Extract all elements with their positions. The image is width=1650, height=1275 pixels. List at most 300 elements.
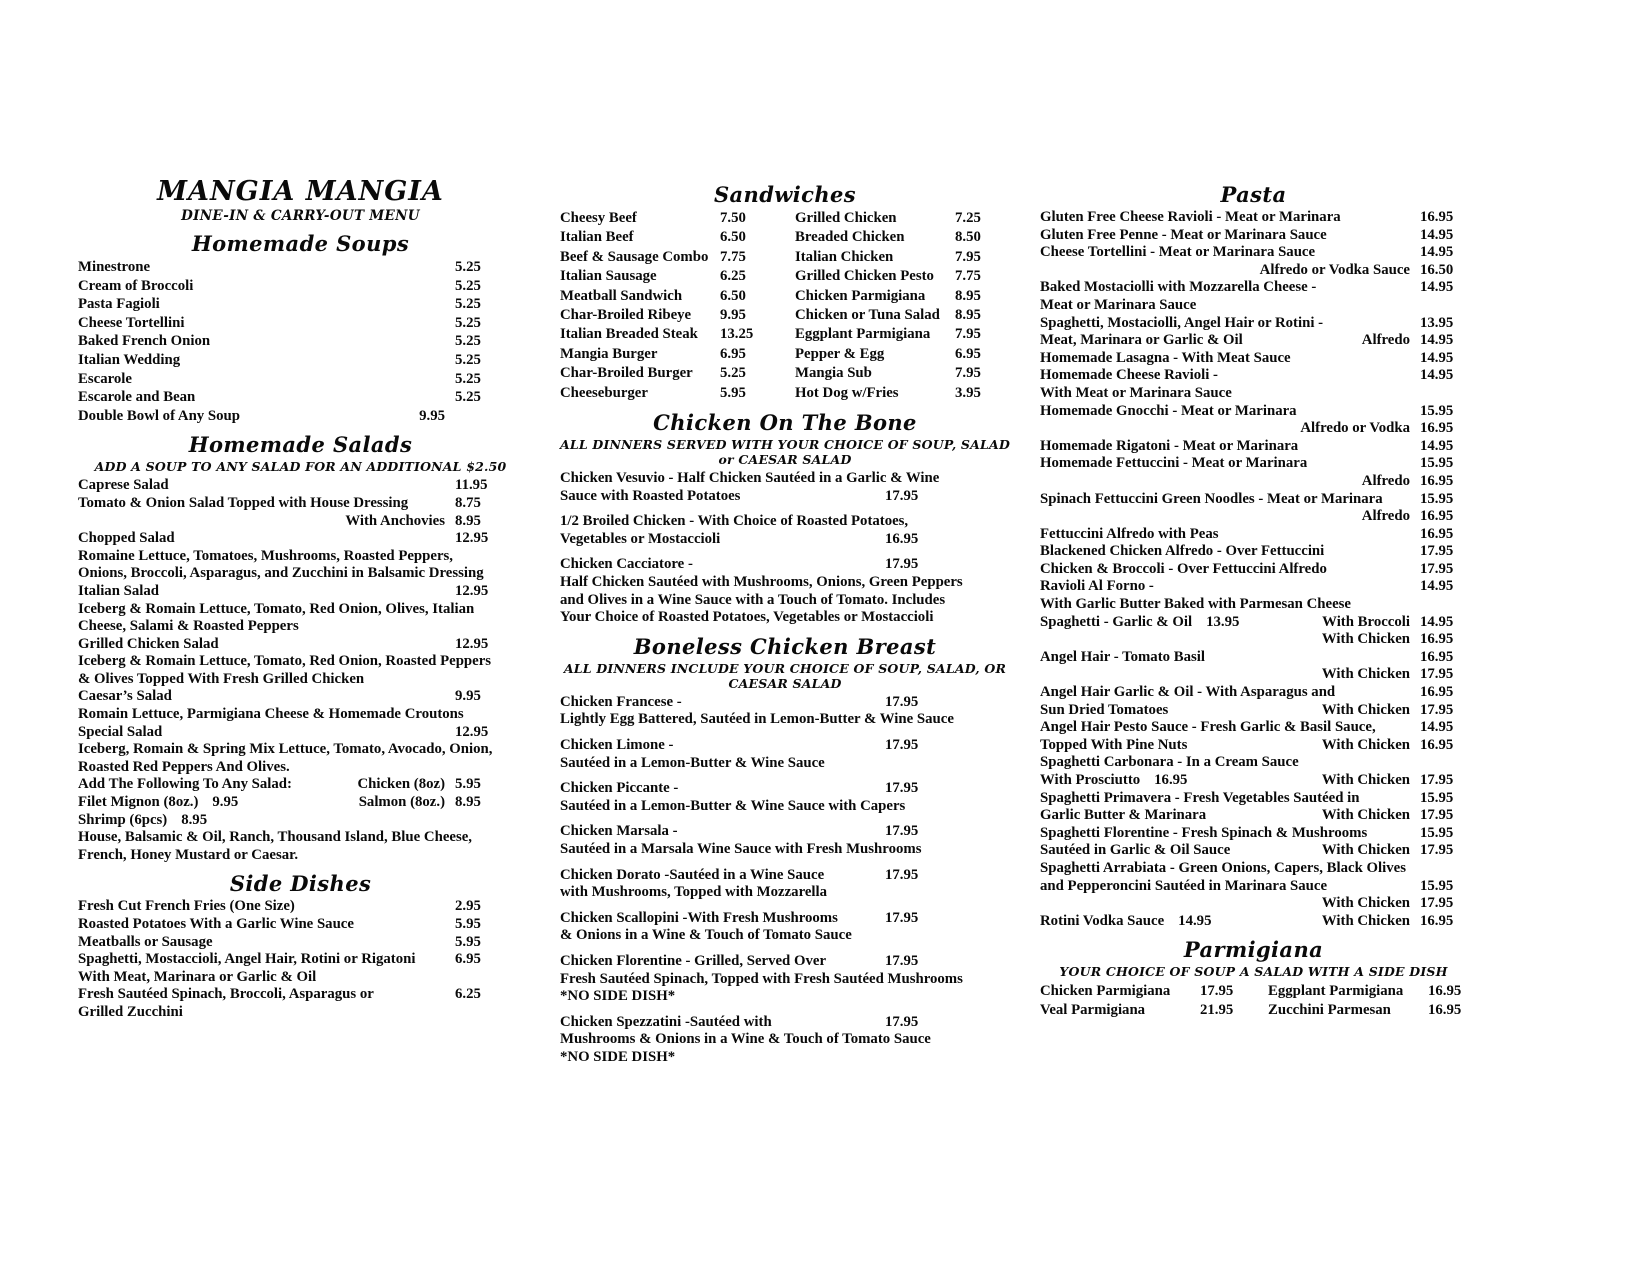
menu-line — [78, 969, 523, 987]
item-price: 5.95 — [455, 776, 481, 793]
item-price: 14.95 — [1420, 349, 1454, 366]
menu-line — [78, 1004, 523, 1022]
salads-list — [78, 477, 523, 864]
item-text: Spaghetti Carbonara - In a Cream Sauce — [1040, 754, 1299, 771]
menu-line — [1040, 508, 1467, 526]
item-price: 11.95 — [455, 477, 488, 494]
menu-line — [78, 332, 523, 351]
item-text: Mushrooms & Onions in a Wine & Touch of Tomato Sauce — [560, 1031, 931, 1048]
item-price: 6.25 — [720, 268, 746, 285]
menu-line — [1040, 332, 1467, 350]
item-price: 17.95 — [1420, 772, 1454, 788]
menu-line — [1040, 649, 1467, 667]
item-text: Homemade Fettuccini - Meat or Marinara — [1040, 455, 1308, 472]
menu-line — [1040, 262, 1467, 280]
item-mid-label: Alfredo — [1361, 472, 1410, 489]
item-price: 17.95 — [1420, 543, 1454, 560]
item-text: Homemade Lasagna - With Meat Sauce — [1040, 349, 1291, 366]
menu-line — [1040, 350, 1467, 368]
item-text: Iceberg & Romain Lettuce, Tomato, Red Onion, Roasted Peppers — [78, 653, 492, 670]
side-dishes-list — [78, 898, 523, 1021]
sandwich-item — [795, 345, 1010, 364]
item-price: 8.95 — [455, 794, 481, 811]
item-price: 16.95 — [1420, 420, 1454, 437]
menu-line — [78, 671, 523, 689]
item-text: Italian Sausage — [560, 268, 657, 285]
item-text: Chicken Florentine - Grilled, Served Over — [560, 952, 827, 969]
menu-line — [78, 916, 523, 934]
middle-column — [560, 176, 1010, 1067]
item-text: Baked Mostaciolli with Mozzarella Cheese - — [1040, 279, 1317, 296]
item-price: 15.95 — [1420, 789, 1454, 806]
pasta-list — [1040, 209, 1467, 930]
sandwich-item — [795, 209, 1010, 228]
item-price: 16.95 — [1420, 736, 1454, 753]
item-text: Sun Dried Tomatoes — [1040, 701, 1169, 718]
menu-line — [1040, 631, 1467, 649]
item-text: Chicken Limone - — [560, 737, 674, 753]
menu-line — [1040, 684, 1467, 702]
menu-line — [78, 277, 523, 296]
item-price: 16.95 — [1428, 983, 1462, 1000]
item-mid-label: With Chicken — [1321, 842, 1410, 859]
sandwich-item — [795, 306, 1010, 325]
sandwich-item — [560, 364, 795, 383]
item-price: 8.50 — [955, 229, 981, 246]
salads-note: ADD A SOUP TO ANY SALAD FOR AN ADDITIONAL $2.50 — [94, 459, 507, 475]
menu-line — [78, 583, 523, 601]
sandwich-subcol-2 — [795, 209, 1010, 403]
item-price: 2.95 — [455, 898, 481, 915]
section-heading-sandwiches: Sandwiches — [713, 182, 857, 207]
item-price: 17.95 — [885, 866, 919, 883]
item-text: Garlic Butter & Marinara — [1040, 807, 1207, 824]
menu-line — [78, 530, 523, 548]
menu-line — [78, 370, 523, 389]
menu-line — [78, 794, 523, 812]
item-price: 8.95 — [955, 307, 981, 324]
item-price: 17.95 — [1420, 807, 1454, 824]
item-price: 14.95 — [1420, 332, 1454, 349]
item-text: Fresh Cut French Fries (One Size) — [78, 898, 295, 915]
item-mid-label: With Chicken — [1321, 807, 1410, 824]
parmigiana-item — [1040, 982, 1268, 1001]
menu-line — [1040, 543, 1467, 561]
section-heading-side-dishes: Side Dishes — [229, 871, 372, 897]
item-text: Meatballs or Sausage — [78, 933, 213, 950]
item-text: Onions, Broccoli, Asparagus, and Zucchini in Balsamic Dressing — [78, 565, 484, 582]
item-text: Hot Dog w/Fries — [795, 384, 899, 401]
item-text: Pasta Fagioli — [78, 296, 160, 313]
item-text: Gluten Free Cheese Ravioli - Meat or Marinara — [1040, 209, 1341, 225]
item-text: Spaghetti, Mostaccioli, Angel Hair, Rotini or Rigatoni — [78, 951, 416, 968]
item-price: 6.25 — [455, 986, 481, 1003]
menu-line — [1040, 279, 1467, 297]
item-text: with Mushrooms, Topped with Mozzarella — [560, 884, 828, 901]
sandwich-grid — [560, 209, 1010, 403]
item-text: Char-Broiled Ribeye — [560, 307, 692, 324]
menu-line — [1040, 367, 1467, 385]
item-text: Romaine Lettuce, Tomatoes, Mushrooms, Roasted Peppers, — [78, 547, 453, 564]
menu-line — [1040, 842, 1467, 860]
menu-line — [78, 636, 523, 654]
item-price: 16.95 — [1420, 648, 1454, 665]
menu-line — [1040, 297, 1467, 315]
item-text: Angel Hair - Tomato Basil — [1040, 648, 1205, 665]
menu-line — [78, 513, 523, 531]
item-price: 5.25 — [720, 365, 746, 382]
item-text: Chicken Marsala - — [560, 823, 678, 840]
menu-line — [560, 867, 1010, 885]
menu-line — [560, 694, 1010, 712]
menu-line — [78, 565, 523, 583]
menu-line — [560, 711, 1010, 729]
menu-line — [560, 470, 1010, 488]
item-price: 6.50 — [720, 229, 746, 246]
left-column — [78, 176, 523, 1022]
item-price: 5.95 — [455, 916, 481, 932]
item-text: Breaded Chicken — [795, 229, 905, 246]
menu-line — [1040, 702, 1467, 720]
menu-line — [560, 798, 1010, 816]
item-mid-label: With Chicken — [1321, 666, 1410, 683]
menu-line — [78, 351, 523, 370]
sandwich-item — [795, 384, 1010, 403]
item-price: 17.95 — [885, 780, 919, 797]
item-price: 14.95 — [1420, 437, 1454, 454]
menu-line — [78, 548, 523, 566]
item-mid-label: Alfredo — [1361, 508, 1410, 525]
menu-line — [560, 971, 1010, 989]
item-text: Chicken Vesuvio - Half Chicken Sautéed in a Garlic & Wine — [560, 470, 940, 487]
sandwich-item — [560, 248, 795, 267]
menu-line — [78, 776, 523, 794]
item-price: 17.95 — [885, 487, 919, 504]
menu-line — [560, 592, 1010, 610]
item-text: Ravioli Al Forno - — [1040, 578, 1154, 595]
menu-line — [560, 755, 1010, 773]
item-price: 9.95 — [455, 688, 481, 705]
sandwich-item — [560, 384, 795, 403]
item-text: Italian Beef — [560, 229, 634, 246]
item-text: Pepper & Egg — [795, 345, 885, 362]
section-heading-soups: Homemade Soups — [191, 231, 410, 256]
item-mid-label: With Chicken — [1321, 701, 1410, 718]
item-price: 7.95 — [955, 248, 981, 265]
item-text: Cheese, Salami & Roasted Peppers — [78, 618, 299, 635]
item-text: Topped With Pine Nuts — [1040, 736, 1188, 753]
menu-line — [560, 609, 1010, 627]
item-mid-label: Alfredo or Vodka Sauce — [1259, 261, 1410, 278]
item-text: and Pepperoncini Sautéed in Marinara Sauce — [1040, 877, 1328, 894]
item-inline-price: 14.95 — [1178, 912, 1212, 929]
right-column — [1040, 176, 1467, 1020]
item-mid-label: With Chicken — [1321, 912, 1410, 929]
menu-line — [560, 737, 1010, 755]
menu-line — [1040, 526, 1467, 544]
item-price: 17.95 — [885, 823, 919, 840]
section-heading-parmigiana: Parmigiana — [1183, 937, 1324, 963]
item-text: Roasted Red Peppers And Olives. — [78, 758, 290, 775]
item-inline-price: 16.95 — [1154, 772, 1188, 788]
item-text: Tomato & Onion Salad Topped with House Dressing — [78, 494, 409, 511]
item-price: 6.50 — [720, 287, 746, 304]
item-text: Escarole — [78, 370, 132, 387]
item-text: Spaghetti, Mostaciolli, Angel Hair or Rotini - — [1040, 314, 1324, 331]
menu-line — [560, 841, 1010, 859]
item-text: Angel Hair Pesto Sauce - Fresh Garlic & Basil Sauce, — [1040, 719, 1376, 736]
item-text: Caesar’s Salad — [78, 688, 172, 705]
item-text: Cream of Broccoli — [78, 277, 194, 294]
item-text: Rotini Vodka Sauce — [1040, 912, 1165, 929]
section-heading-chicken-on-the-bone: Chicken On The Bone — [653, 410, 917, 436]
item-price: 16.95 — [1420, 912, 1454, 929]
item-mid-label: With Chicken — [1321, 736, 1410, 753]
menu-line — [1040, 807, 1467, 825]
item-mid-label: Alfredo — [1361, 332, 1410, 349]
menu-line — [1040, 754, 1467, 772]
item-text: Baked French Onion — [78, 333, 211, 350]
item-price: 14.95 — [1420, 367, 1454, 384]
item-price: 16.95 — [1420, 525, 1454, 542]
menu-line — [78, 741, 523, 759]
menu-line — [78, 829, 523, 847]
item-inline-price: 8.95 — [181, 811, 208, 828]
menu-line — [1040, 719, 1467, 737]
item-price: 12.95 — [455, 635, 489, 652]
item-mid-label: Alfredo or Vodka — [1300, 420, 1410, 437]
menu-line — [78, 477, 523, 495]
item-text: Italian Breaded Steak — [560, 326, 698, 343]
item-text: Grilled Zucchini — [78, 1003, 183, 1020]
item-text: Meat, Marinara or Garlic & Oil — [1040, 332, 1243, 349]
menu-line — [78, 688, 523, 706]
item-price: 5.95 — [720, 384, 746, 401]
menu-line — [560, 780, 1010, 798]
item-price: 21.95 — [1200, 1002, 1234, 1019]
item-text: Zucchini Parmesan — [1268, 1002, 1391, 1019]
item-price: 17.95 — [885, 737, 919, 753]
menu-line — [1040, 315, 1467, 333]
item-price: 7.50 — [720, 210, 746, 226]
item-text: Cheeseburger — [560, 384, 648, 401]
item-price: 5.95 — [455, 933, 481, 950]
menu-line — [1040, 895, 1467, 913]
item-inline-price: 13.95 — [1206, 613, 1240, 630]
item-price: 17.95 — [1200, 983, 1234, 1000]
item-mid-label: With Anchovies — [345, 512, 445, 529]
menu-line — [78, 295, 523, 314]
item-price: 17.95 — [885, 1013, 919, 1030]
item-price: 7.25 — [955, 210, 981, 226]
item-text: *NO SIDE DISH* — [560, 988, 676, 1005]
menu-line — [1040, 825, 1467, 843]
item-mid-label: 9.95 — [419, 407, 445, 424]
item-price: 5.25 — [455, 296, 481, 313]
item-text: Special Salad — [78, 723, 163, 740]
item-text: With Garlic Butter Baked with Parmesan Cheese — [1040, 596, 1351, 613]
item-price: 13.25 — [720, 326, 754, 343]
item-price: 5.25 — [455, 333, 481, 350]
item-price: 8.95 — [455, 512, 481, 529]
menu-line — [78, 495, 523, 513]
menu-line — [560, 823, 1010, 841]
menu-line — [1040, 385, 1467, 403]
item-text: Minestrone — [78, 259, 151, 275]
item-text: Chicken Spezzatini -Sautéed with — [560, 1013, 772, 1030]
boneless-chicken-note: ALL DINNERS INCLUDE YOUR CHOICE OF SOUP, SALAD, OR CAESAR SALAD — [563, 660, 1007, 691]
menu-line — [560, 556, 1010, 574]
item-text: and Olives in a Wine Sauce with a Touch of Tomato. Includes — [560, 591, 946, 608]
item-text: Homemade Rigatoni - Meat or Marinara — [1040, 437, 1299, 454]
item-text: Cheese Tortellini - Meat or Marinara Sauce — [1040, 244, 1316, 261]
item-price: 7.95 — [955, 365, 981, 382]
item-text: Roasted Potatoes With a Garlic Wine Sauce — [78, 916, 354, 932]
item-price: 17.95 — [885, 952, 919, 969]
parmigiana-item — [1268, 1001, 1467, 1020]
menu-type: DINE-IN & CARRY-OUT MENU — [181, 208, 420, 224]
item-price: 5.25 — [455, 314, 481, 331]
item-text: Sautéed in a Lemon-Butter & Wine Sauce — [560, 754, 825, 771]
item-price: 14.95 — [1420, 719, 1454, 736]
item-price: 9.95 — [720, 307, 746, 324]
item-text: With Meat, Marinara or Garlic & Oil — [78, 968, 317, 985]
item-price: 17.95 — [885, 556, 919, 573]
item-price: 15.95 — [1420, 824, 1454, 841]
menu-line — [1040, 473, 1467, 491]
restaurant-name: MANGIA MANGIA — [157, 176, 444, 207]
sandwich-item — [560, 287, 795, 306]
item-text: Angel Hair Garlic & Oil - With Asparagus and — [1040, 684, 1336, 701]
item-text: Chicken Parmigiana — [795, 287, 926, 304]
item-text: Iceberg & Romain Lettuce, Tomato, Red Onion, Olives, Italian — [78, 600, 475, 617]
item-mid-label: With Chicken — [1321, 772, 1410, 788]
item-text: Spaghetti Florentine - Fresh Spinach & Mushrooms — [1040, 824, 1368, 841]
item-price: 16.95 — [1420, 684, 1454, 701]
menu-line — [560, 884, 1010, 902]
item-text: Chicken & Broccoli - Over Fettuccini Alfredo — [1040, 560, 1327, 577]
item-price: 15.95 — [1420, 402, 1454, 419]
parmigiana-item — [1040, 1001, 1268, 1020]
item-price: 15.95 — [1420, 455, 1454, 472]
item-text: & Olives Topped With Fresh Grilled Chicken — [78, 670, 365, 687]
item-text: Escarole and Bean — [78, 389, 196, 406]
sandwich-item — [795, 267, 1010, 286]
item-price: 6.95 — [955, 345, 981, 362]
item-text: Cheesy Beef — [560, 210, 637, 226]
item-text: Fresh Sautéed Spinach, Broccoli, Asparagus or — [78, 986, 374, 1003]
menu-line — [1040, 878, 1467, 896]
boneless-chicken-list — [560, 694, 1010, 1067]
item-text: *NO SIDE DISH* — [560, 1048, 676, 1065]
item-text: Chicken Cacciatore - — [560, 556, 693, 573]
menu-line — [78, 934, 523, 952]
item-text: Vegetables or Mostaccioli — [560, 530, 721, 547]
parmigiana-subcol-2 — [1268, 982, 1467, 1020]
item-price: 5.25 — [455, 389, 481, 406]
menu-line — [78, 258, 523, 277]
item-price: 17.95 — [885, 909, 919, 926]
item-price: 13.95 — [1420, 314, 1454, 331]
menu-line — [78, 314, 523, 333]
item-price: 16.50 — [1420, 261, 1454, 278]
item-text: Chicken Scallopini -With Fresh Mushrooms — [560, 909, 838, 926]
menu-line — [1040, 772, 1467, 790]
sandwich-item — [795, 364, 1010, 383]
item-price: 17.95 — [1420, 666, 1454, 683]
sandwich-item — [560, 306, 795, 325]
item-text: 1/2 Broiled Chicken - With Choice of Roasted Potatoes, — [560, 513, 909, 530]
item-mid-label: Salmon (8oz.) — [358, 794, 445, 811]
parmigiana-note: YOUR CHOICE OF SOUP A SALAD WITH A SIDE DISH — [1059, 964, 1448, 980]
menu-line — [1040, 666, 1467, 684]
menu-line — [1040, 596, 1467, 614]
sandwich-item — [795, 325, 1010, 344]
section-heading-pasta: Pasta — [1220, 182, 1287, 207]
soups-list — [78, 258, 523, 425]
menu-line — [78, 986, 523, 1004]
item-mid-label: Chicken (8oz) — [357, 776, 445, 793]
item-price: 15.95 — [1420, 490, 1454, 507]
item-price: 17.95 — [1420, 560, 1454, 577]
item-price: 17.95 — [1420, 895, 1454, 912]
item-text: Spinach Fettuccini Green Noodles - Meat or Marinara — [1040, 490, 1383, 507]
item-text: Char-Broiled Burger — [560, 365, 693, 382]
menu-line — [1040, 913, 1467, 931]
menu-line — [78, 706, 523, 724]
item-mid-label: With Broccoli — [1322, 613, 1410, 630]
item-price: 14.95 — [1420, 578, 1454, 595]
menu-line — [1040, 860, 1467, 878]
item-text: Filet Mignon (8oz.) — [78, 794, 199, 811]
item-text: Italian Chicken — [795, 248, 894, 265]
chicken-on-the-bone-note: ALL DINNERS SERVED WITH YOUR CHOICE OF SOUP, SALAD or CAESAR SALAD — [560, 437, 1010, 468]
menu-line — [1040, 578, 1467, 596]
item-price: 12.95 — [455, 723, 489, 740]
item-text: & Onions in a Wine & Touch of Tomato Sauce — [560, 927, 852, 944]
item-text: House, Balsamic & Oil, Ranch, Thousand Island, Blue Cheese, — [78, 829, 472, 846]
sandwich-item — [795, 228, 1010, 247]
item-inline-price: 9.95 — [212, 794, 239, 811]
item-text: Chicken Piccante - — [560, 780, 679, 797]
item-mid-label: With Chicken — [1321, 631, 1410, 648]
item-price: 5.25 — [455, 351, 481, 368]
item-text: Fettuccini Alfredo with Peas — [1040, 525, 1219, 542]
menu-line — [78, 601, 523, 619]
item-text: Italian Salad — [78, 582, 159, 599]
item-text: Sautéed in a Lemon-Butter & Wine Sauce with Capers — [560, 797, 906, 814]
parmigiana-item — [1268, 982, 1467, 1001]
item-text: Eggplant Parmigiana — [1268, 983, 1404, 1000]
menu-line — [1040, 491, 1467, 509]
menu-line — [1040, 561, 1467, 579]
item-price: 5.25 — [455, 277, 481, 294]
menu-line — [560, 1049, 1010, 1067]
item-text: Your Choice of Roasted Potatoes, Vegetables or Mostaccioli — [560, 609, 934, 626]
item-text: Blackened Chicken Alfredo - Over Fettuccini — [1040, 543, 1325, 560]
item-price: 16.95 — [1420, 209, 1454, 225]
item-price: 17.95 — [1420, 701, 1454, 718]
item-price: 7.75 — [720, 248, 746, 265]
item-price: 5.25 — [455, 370, 481, 387]
item-text: Meatball Sandwich — [560, 287, 683, 304]
sandwich-item — [795, 248, 1010, 267]
item-text: Chopped Salad — [78, 530, 175, 547]
item-text: Mangia Burger — [560, 345, 658, 362]
menu-line — [560, 531, 1010, 549]
item-text: Spaghetti Arrabiata - Green Onions, Capers, Black Olives — [1040, 859, 1406, 876]
item-text: Grilled Chicken Pesto — [795, 268, 934, 285]
